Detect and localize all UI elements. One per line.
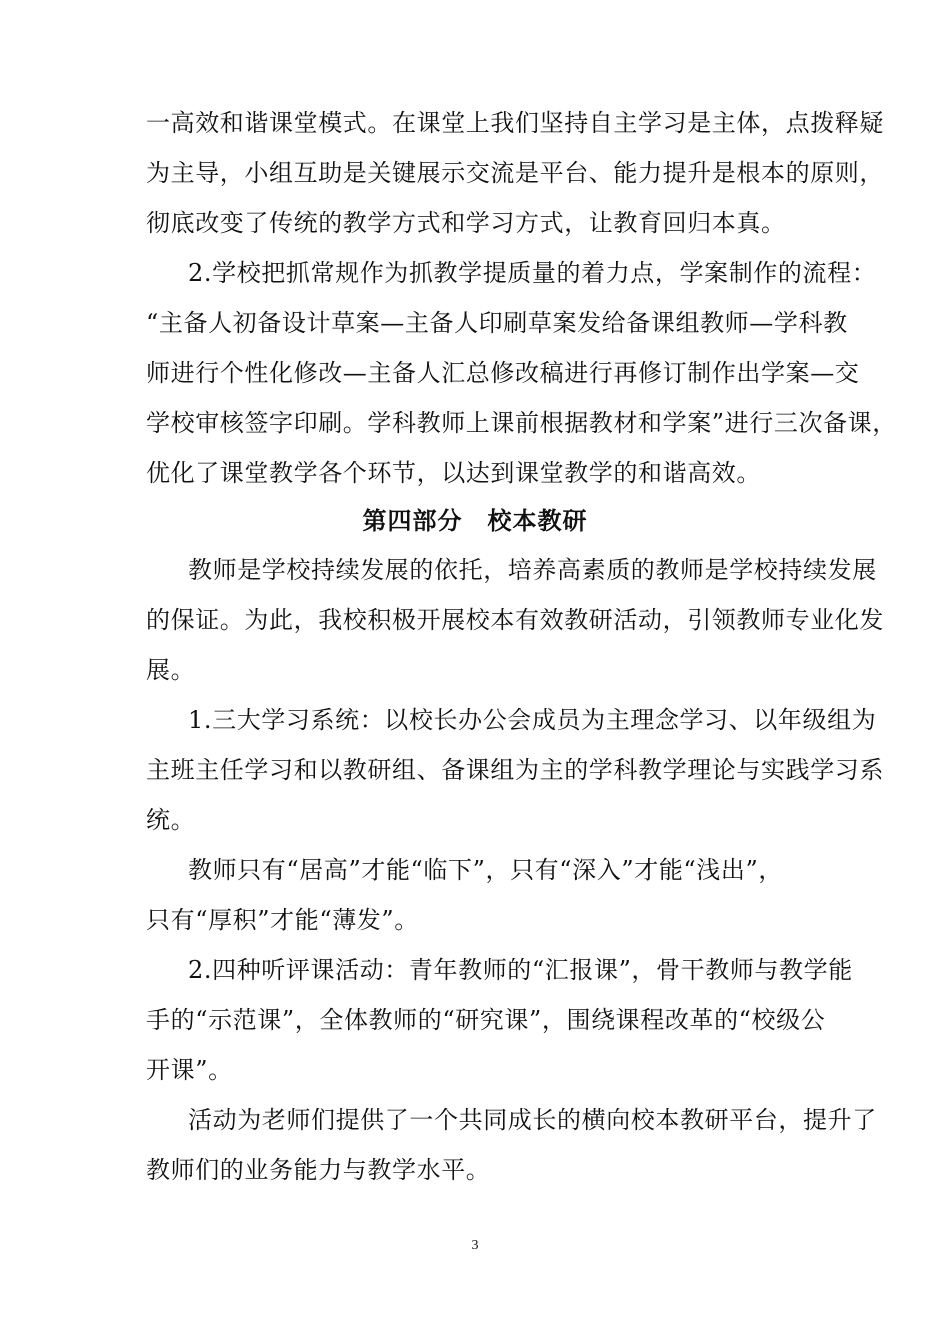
page-number: 3 xyxy=(471,1238,479,1253)
text-line: 1.三大学习系统：以校长办公会成员为主理念学习、以年级组为 xyxy=(188,706,877,734)
text-line: 为主导，小组互助是关键展示交流是平台、能力提升是根本的原则， xyxy=(146,159,884,187)
text-line: 教师只有“居高”才能“临下”，只有“深入”才能“浅出”， xyxy=(188,856,783,884)
text-line: 活动为老师们提供了一个共同成长的横向校本教研平台，提升了 xyxy=(188,1106,877,1134)
text-line: 主班主任学习和以教研组、备课组为主的学科教学理论与实践学习系 xyxy=(146,756,884,784)
text-line: 手的“示范课”，全体教师的“研究课”，围绕课程改革的“校级公 xyxy=(146,1006,826,1034)
text-line: 教师们的业务能力与教学水平。 xyxy=(146,1156,491,1184)
text-line: 彻底改变了传统的教学方式和学习方式，让教育回归本真。 xyxy=(146,209,786,237)
text-line: 2.学校把抓常规作为抓教学提质量的着力点，学案制作的流程： xyxy=(188,259,877,287)
text-line: 优化了课堂教学各个环节，以达到课堂教学的和谐高效。 xyxy=(146,459,761,487)
text-line: “主备人初备设计草案—主备人印刷草案发给备课组教师—学科教 xyxy=(146,309,848,337)
section-heading: 第四部分 校本教研 xyxy=(362,507,588,535)
text-line: 展。 xyxy=(146,656,196,684)
text-line: 一高效和谐课堂模式。在课堂上我们坚持自主学习是主体，点拨释疑 xyxy=(146,109,884,137)
text-line: 学校审核签字印刷。学科教师上课前根据教材和学案”进行三次备课， xyxy=(146,409,897,437)
text-line: 师进行个性化修改—主备人汇总修改稿进行再修订制作出学案—交 xyxy=(146,359,860,387)
text-line: 2.四种听评课活动：青年教师的“汇报课”，骨干教师与教学能 xyxy=(188,956,853,984)
text-line: 的保证。为此，我校积极开展校本有效教研活动，引领教师专业化发 xyxy=(146,606,884,634)
text-line: 开课”。 xyxy=(146,1056,233,1084)
text-line: 统。 xyxy=(146,806,196,834)
text-line: 只有“厚积”才能“薄发”。 xyxy=(146,906,419,934)
text-line: 教师是学校持续发展的依托，培养高素质的教师是学校持续发展 xyxy=(188,556,877,584)
